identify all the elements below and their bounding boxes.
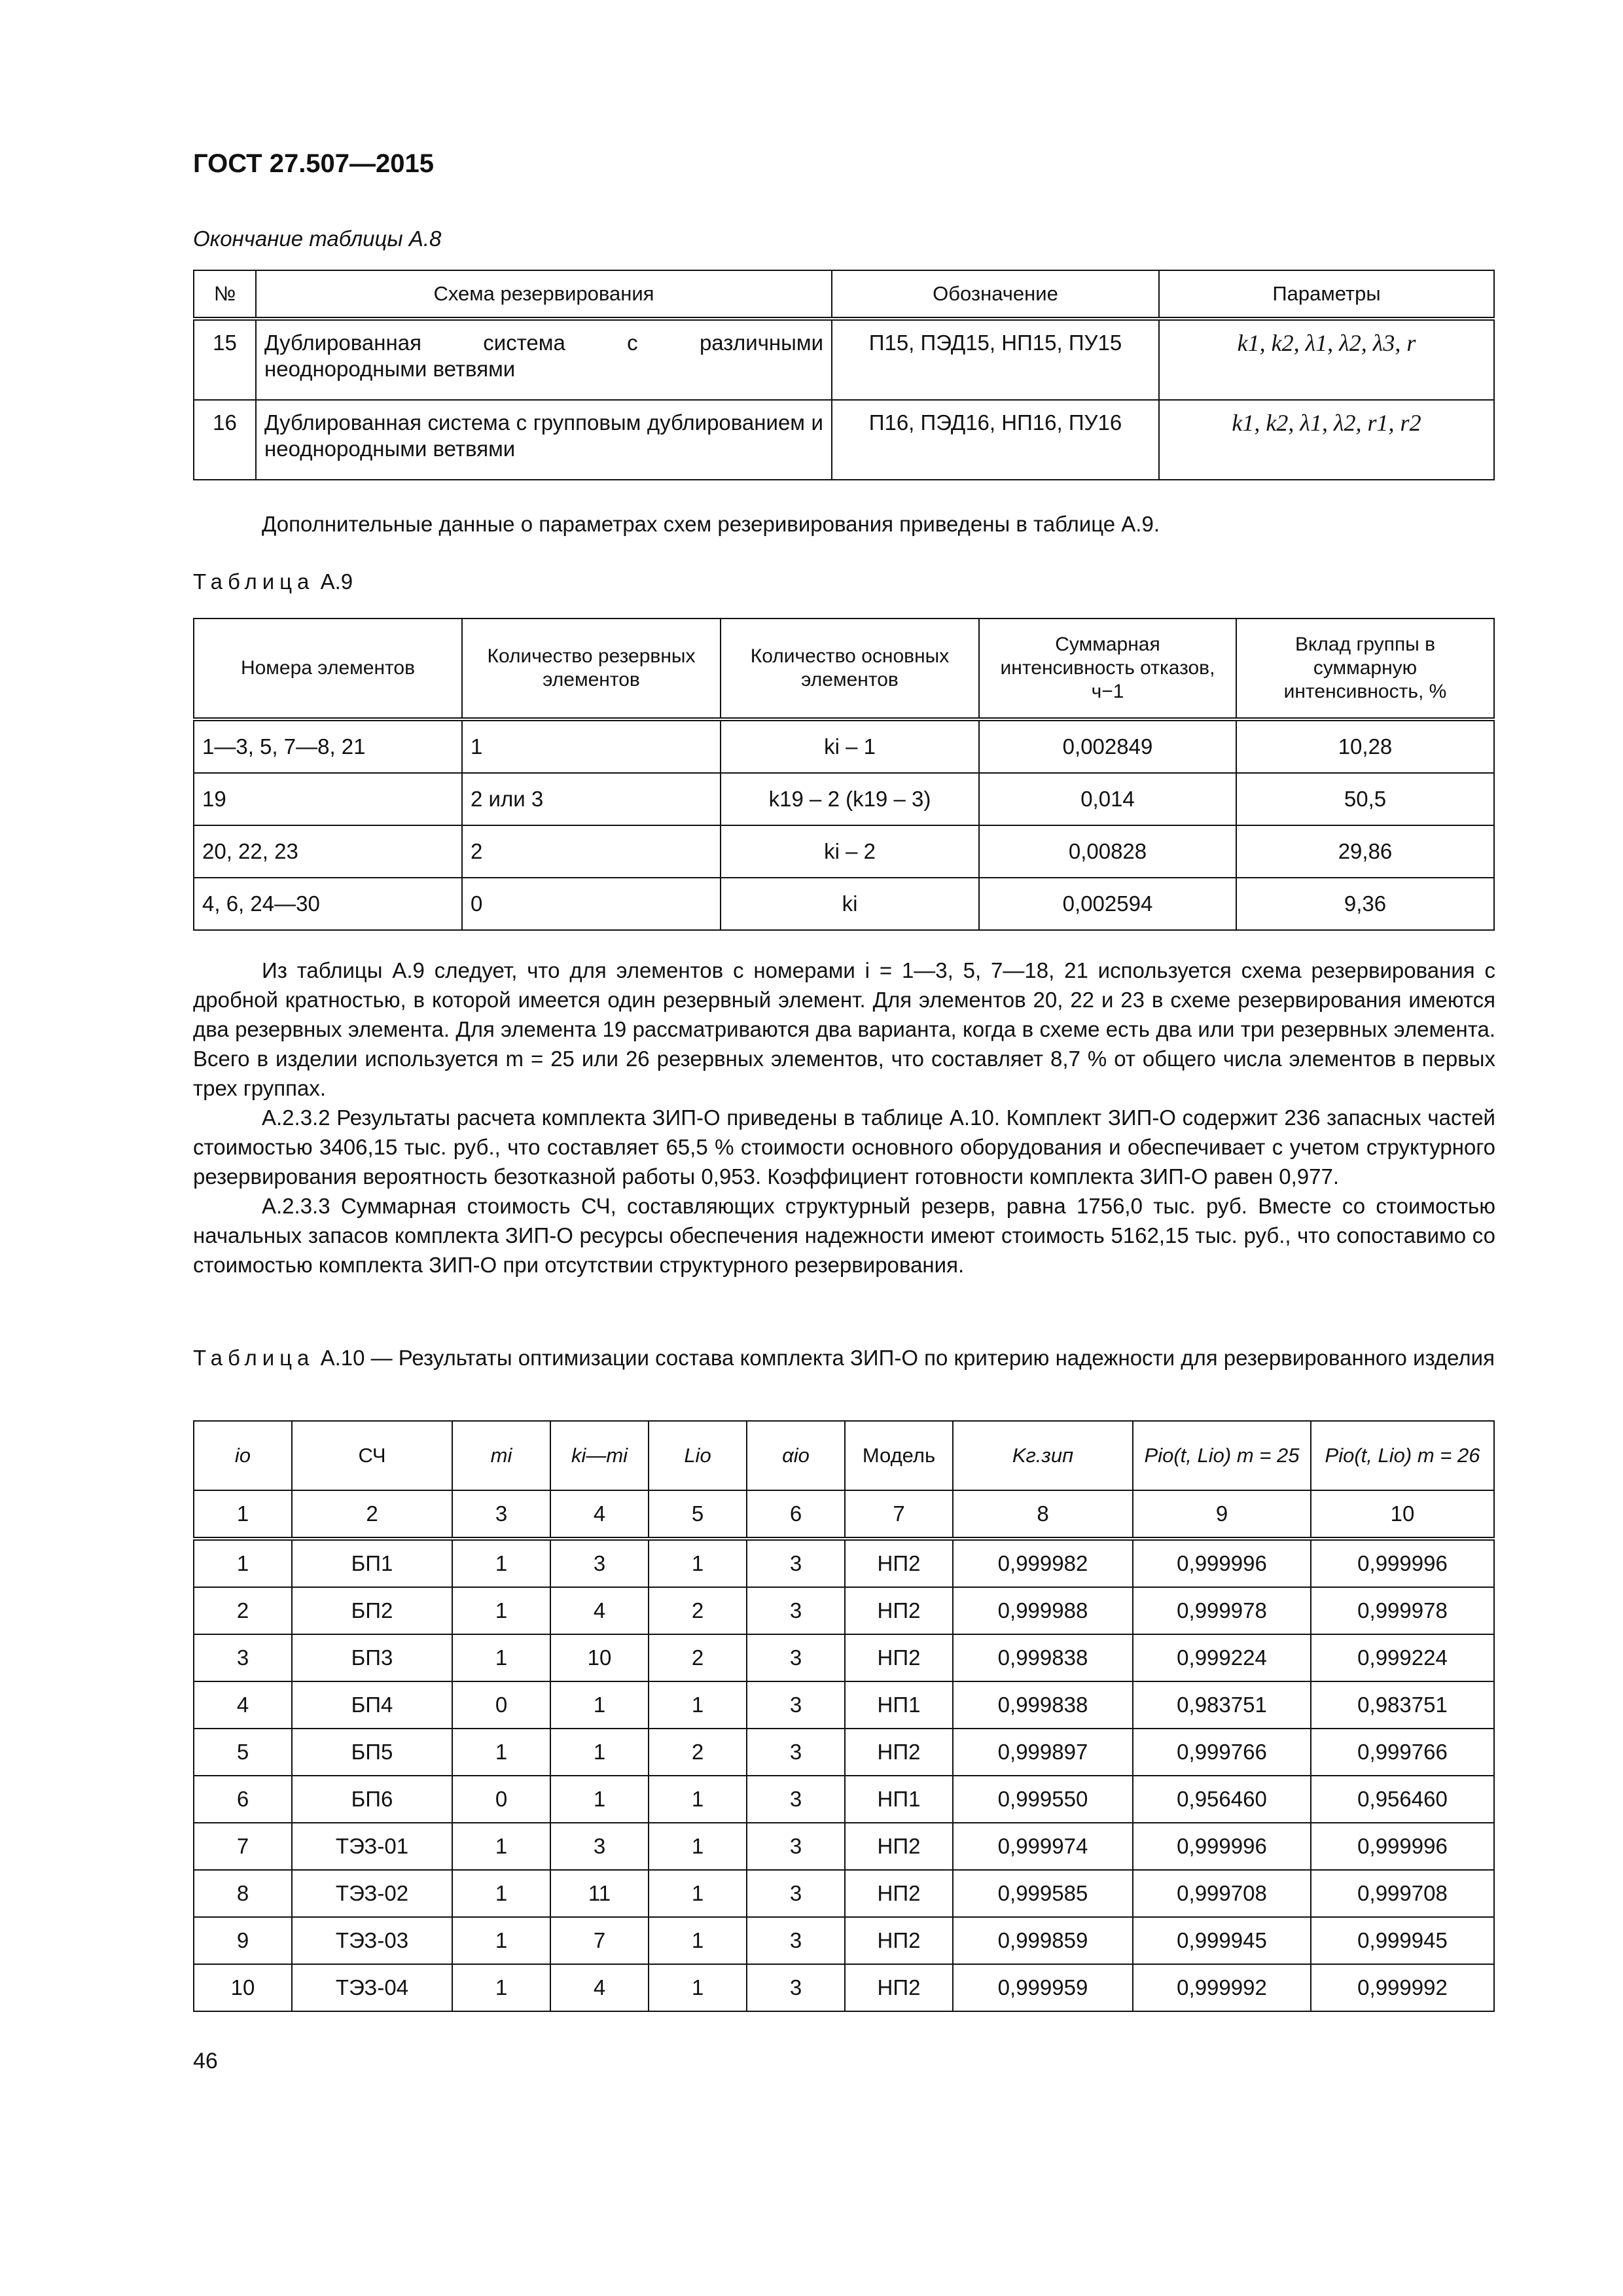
table-cell: 7	[194, 1823, 292, 1870]
header-cell: Вклад группы в суммарную интенсивность, %	[1236, 619, 1494, 719]
table-cell: 3	[747, 1729, 845, 1776]
table-cell: НП2	[845, 1587, 953, 1634]
table-cell: 4	[550, 1587, 649, 1634]
table-cell: 0,999982	[953, 1539, 1133, 1587]
table-cell: 0,999838	[953, 1634, 1133, 1681]
table-cell: НП2	[845, 1870, 953, 1917]
table-cell: 0,956460	[1133, 1776, 1311, 1823]
table-cell: 0,999224	[1133, 1634, 1311, 1681]
table-cell: 3	[194, 1634, 292, 1681]
table-cell: 3	[747, 1964, 845, 2011]
table-row	[194, 1539, 1494, 1587]
table-cell: 5	[194, 1729, 292, 1776]
caption-text: А.10 — Результаты оптимизации состава комплекта ЗИП-О по критерию надежности для резервированного изделия	[320, 1346, 1495, 1370]
table-cell: 0,999838	[953, 1681, 1133, 1729]
cell-main: ki	[721, 878, 979, 930]
table-cell: 2	[649, 1729, 747, 1776]
cell-reserve: 0	[462, 878, 721, 930]
table-cell: НП2	[845, 1634, 953, 1681]
table-cell: 0,999992	[1133, 1964, 1311, 2011]
header-cell: Количество основных элементов	[721, 619, 979, 719]
column-number: 10	[1311, 1490, 1494, 1539]
table-cell: 0,999550	[953, 1776, 1133, 1823]
table-cell: БП2	[292, 1587, 452, 1634]
table-cell: 0,999897	[953, 1729, 1133, 1776]
table-cell: 3	[747, 1870, 845, 1917]
caption-word: Таблица	[193, 1346, 315, 1370]
cell-elements: 1—3, 5, 7—8, 21	[194, 719, 462, 773]
caption-number: А.9	[320, 569, 353, 594]
table-row	[194, 1587, 1494, 1634]
table-cell: 8	[194, 1870, 292, 1917]
table-a9	[193, 618, 1495, 931]
cell-reserve: 2 или 3	[462, 773, 721, 825]
table-cell: ТЭЗ-02	[292, 1870, 452, 1917]
table-cell: 1	[550, 1681, 649, 1729]
table-cell: 1	[649, 1964, 747, 2011]
table-cell: 0,999974	[953, 1823, 1133, 1870]
cell-params: k1, k2, λ1, λ2, r1, r2	[1159, 400, 1494, 480]
column-number: 9	[1133, 1490, 1311, 1539]
table-row	[194, 1823, 1494, 1870]
header-cell: Обозначение	[832, 270, 1159, 319]
header-cell: Модель	[845, 1421, 953, 1490]
table-row	[194, 825, 1494, 878]
header-cell: Pio(t, Lio) m = 25	[1133, 1421, 1311, 1490]
table-cell: 10	[194, 1964, 292, 2011]
table-cell: БП3	[292, 1634, 452, 1681]
table-cell: НП2	[845, 1917, 953, 1964]
table-cell: 1	[550, 1776, 649, 1823]
table-cell: 1	[649, 1539, 747, 1587]
table-cell: 1	[550, 1729, 649, 1776]
body-paragraph: А.2.3.2 Результаты расчета комплекта ЗИП-О приведены в таблице А.10. Комплект ЗИП-О содержит 236 запасных частей стоимостью 3406,15 тыс. руб., что составляет 65,5 % стоимости основного оборудования и обеспечивает с учетом структурного резервирования вероятность безотказной работы 0,953. Коэффициент готовности комплекта ЗИП-О равен 0,977.	[193, 1105, 1495, 1189]
column-number-row	[194, 1490, 1494, 1539]
table-cell: 2	[649, 1634, 747, 1681]
table-cell: 0,983751	[1311, 1681, 1494, 1729]
table-row	[194, 773, 1494, 825]
column-number: 7	[845, 1490, 953, 1539]
header-cell: Lio	[649, 1421, 747, 1490]
table-cell: БП1	[292, 1539, 452, 1587]
cell-share: 50,5	[1236, 773, 1494, 825]
table-cell: 0,999708	[1133, 1870, 1311, 1917]
header-cell: io	[194, 1421, 292, 1490]
table-cell: 7	[550, 1917, 649, 1964]
table-cell: НП1	[845, 1776, 953, 1823]
caption-word: Таблица	[193, 569, 315, 594]
table-header-row	[194, 1421, 1494, 1490]
table-cell: 3	[747, 1634, 845, 1681]
table-cell: 0,999585	[953, 1870, 1133, 1917]
document-header: ГОСТ 27.507—2015	[193, 149, 435, 178]
header-cell: Суммарная интенсивность отказов, ч−1	[979, 619, 1236, 719]
table-cell: 1	[649, 1681, 747, 1729]
table-cell: 1	[452, 1587, 550, 1634]
cell-scheme: Дублированная система с различными неоднородными ветвями	[256, 319, 832, 400]
table-a10-caption	[193, 1343, 1495, 1372]
table-row	[194, 719, 1494, 773]
table-cell: 0,999945	[1133, 1917, 1311, 1964]
cell-elements: 20, 22, 23	[194, 825, 462, 878]
table-cell: 9	[194, 1917, 292, 1964]
table-a10	[193, 1420, 1495, 2012]
table-cell: БП6	[292, 1776, 452, 1823]
table-cell: 0	[452, 1681, 550, 1729]
table-cell: 3	[747, 1539, 845, 1587]
table-cell: 3	[550, 1539, 649, 1587]
table-cell: БП5	[292, 1729, 452, 1776]
table-cell: 0,999996	[1311, 1539, 1494, 1587]
header-cell: Схема резервирования	[256, 270, 832, 319]
table-cell: 0,999996	[1311, 1823, 1494, 1870]
table-cell: НП2	[845, 1823, 953, 1870]
table-row	[194, 1634, 1494, 1681]
cell-num: 16	[194, 400, 256, 480]
body-paragraph: Из таблицы А.9 следует, что для элементов с номерами i = 1—3, 5, 7—18, 21 используется схема резервирования с дробной кратностью, в которой имеется один резервный элемент. Для элементов 20, 22 и 23 в схеме резервирования имеются два резервных элемента. Для элемента 19 рассматриваются два варианта, когда в схеме есть два или три резервных элемента. Всего в изделии используется m = 25 или 26 резервных элементов, что составляет 8,7 % от общего числа элементов в первых трех группах.	[193, 958, 1495, 1100]
table-cell: 4	[194, 1681, 292, 1729]
column-number: 8	[953, 1490, 1133, 1539]
cell-elements: 19	[194, 773, 462, 825]
cell-reserve: 1	[462, 719, 721, 773]
table-header-row	[194, 619, 1494, 719]
table-cell: НП2	[845, 1539, 953, 1587]
table-cell: 3	[747, 1587, 845, 1634]
table-cell: 10	[550, 1634, 649, 1681]
paragraph-text: Дополнительные данные о параметрах схем резеривирования приведены в таблице А.9.	[262, 512, 1160, 536]
table-row	[194, 1964, 1494, 2011]
table-cell: 2	[194, 1587, 292, 1634]
table-cell: 1	[649, 1823, 747, 1870]
table-cell: НП2	[845, 1729, 953, 1776]
cell-elements: 4, 6, 24—30	[194, 878, 462, 930]
table-cell: 0,999945	[1311, 1917, 1494, 1964]
cell-num: 15	[194, 319, 256, 400]
body-paragraph: А.2.3.3 Суммарная стоимость СЧ, составляющих структурный резерв, равна 1756,0 тыс. руб. Вместе со стоимостью начальных запасов комплекта ЗИП-О ресурсы обеспечения надежности имеют стоимость 5162,15 тыс. руб., что сопоставимо со стоимостью комплекта ЗИП-О при отсутствии структурного резервирования.	[193, 1194, 1495, 1277]
cell-main: ki – 1	[721, 719, 979, 773]
table-cell: 1	[452, 1539, 550, 1587]
table-a9-caption	[193, 569, 353, 594]
table-cell: ТЭЗ-03	[292, 1917, 452, 1964]
column-number: 1	[194, 1490, 292, 1539]
header-cell: СЧ	[292, 1421, 452, 1490]
table-cell: 1	[452, 1917, 550, 1964]
table-cell: НП2	[845, 1964, 953, 2011]
table-cell: 3	[747, 1776, 845, 1823]
body-text	[193, 956, 1495, 1280]
table-cell: 1	[649, 1870, 747, 1917]
table-a8-caption: Окончание таблицы А.8	[193, 226, 442, 251]
column-number: 4	[550, 1490, 649, 1539]
header-cell: №	[194, 270, 256, 319]
table-cell: 1	[452, 1634, 550, 1681]
table-cell: 1	[452, 1729, 550, 1776]
header-cell: Номера элементов	[194, 619, 462, 719]
column-number: 5	[649, 1490, 747, 1539]
table-cell: 1	[194, 1539, 292, 1587]
header-cell: Kг.зип	[953, 1421, 1133, 1490]
cell-params: k1, k2, λ1, λ2, λ3, r	[1159, 319, 1494, 400]
page-number: 46	[193, 2049, 218, 2073]
intro-paragraph	[193, 509, 1495, 539]
header-cell: Параметры	[1159, 270, 1494, 319]
table-cell: 3	[747, 1681, 845, 1729]
table-row	[194, 1681, 1494, 1729]
table-cell: 4	[550, 1964, 649, 2011]
table-a8	[193, 270, 1495, 480]
table-cell: ТЭЗ-01	[292, 1823, 452, 1870]
cell-intensity: 0,00828	[979, 825, 1236, 878]
header-cell: mi	[452, 1421, 550, 1490]
cell-reserve: 2	[462, 825, 721, 878]
table-row	[194, 1870, 1494, 1917]
column-number: 3	[452, 1490, 550, 1539]
table-cell: 0,999959	[953, 1964, 1133, 2011]
table-cell: 3	[747, 1917, 845, 1964]
header-cell: Количество резервных элементов	[462, 619, 721, 719]
table-cell: 0	[452, 1776, 550, 1823]
table-cell: 0,999766	[1133, 1729, 1311, 1776]
cell-share: 9,36	[1236, 878, 1494, 930]
column-number: 2	[292, 1490, 452, 1539]
table-row	[194, 1776, 1494, 1823]
table-cell: 0,999992	[1311, 1964, 1494, 2011]
table-row	[194, 1729, 1494, 1776]
table-cell: 1	[452, 1870, 550, 1917]
table-cell: 0,983751	[1133, 1681, 1311, 1729]
cell-intensity: 0,014	[979, 773, 1236, 825]
table-cell: ТЭЗ-04	[292, 1964, 452, 2011]
table-cell: 0,999224	[1311, 1634, 1494, 1681]
table-cell: 0,956460	[1311, 1776, 1494, 1823]
table-row	[194, 319, 1494, 400]
table-cell: 1	[649, 1776, 747, 1823]
cell-share: 29,86	[1236, 825, 1494, 878]
table-row	[194, 878, 1494, 930]
table-header-row	[194, 270, 1494, 319]
cell-scheme: Дублированная система с групповым дублированием и неоднородными ветвями	[256, 400, 832, 480]
header-cell: αio	[747, 1421, 845, 1490]
table-cell: 0,999996	[1133, 1823, 1311, 1870]
table-cell: 0,999988	[953, 1587, 1133, 1634]
table-cell: 1	[452, 1823, 550, 1870]
cell-intensity: 0,002594	[979, 878, 1236, 930]
cell-main: k19 – 2 (k19 – 3)	[721, 773, 979, 825]
cell-designation: П15, ПЭД15, НП15, ПУ15	[832, 319, 1159, 400]
table-row	[194, 400, 1494, 480]
table-cell: 2	[649, 1587, 747, 1634]
header-cell: Pio(t, Lio) m = 26	[1311, 1421, 1494, 1490]
table-cell: 0,999978	[1311, 1587, 1494, 1634]
table-cell: 0,999978	[1133, 1587, 1311, 1634]
table-cell: 6	[194, 1776, 292, 1823]
table-cell: 0,999859	[953, 1917, 1133, 1964]
table-cell: 0,999766	[1311, 1729, 1494, 1776]
cell-share: 10,28	[1236, 719, 1494, 773]
table-cell: БП4	[292, 1681, 452, 1729]
cell-designation: П16, ПЭД16, НП16, ПУ16	[832, 400, 1159, 480]
table-cell: 0,999708	[1311, 1870, 1494, 1917]
cell-intensity: 0,002849	[979, 719, 1236, 773]
table-cell: 3	[747, 1823, 845, 1870]
table-cell: 11	[550, 1870, 649, 1917]
table-cell: 1	[649, 1917, 747, 1964]
table-cell: 1	[452, 1964, 550, 2011]
table-row	[194, 1917, 1494, 1964]
cell-main: ki – 2	[721, 825, 979, 878]
table-a10-body	[194, 1539, 1494, 2011]
table-cell: 3	[550, 1823, 649, 1870]
table-cell: НП1	[845, 1681, 953, 1729]
table-cell: 0,999996	[1133, 1539, 1311, 1587]
column-number: 6	[747, 1490, 845, 1539]
header-cell: ki—mi	[550, 1421, 649, 1490]
